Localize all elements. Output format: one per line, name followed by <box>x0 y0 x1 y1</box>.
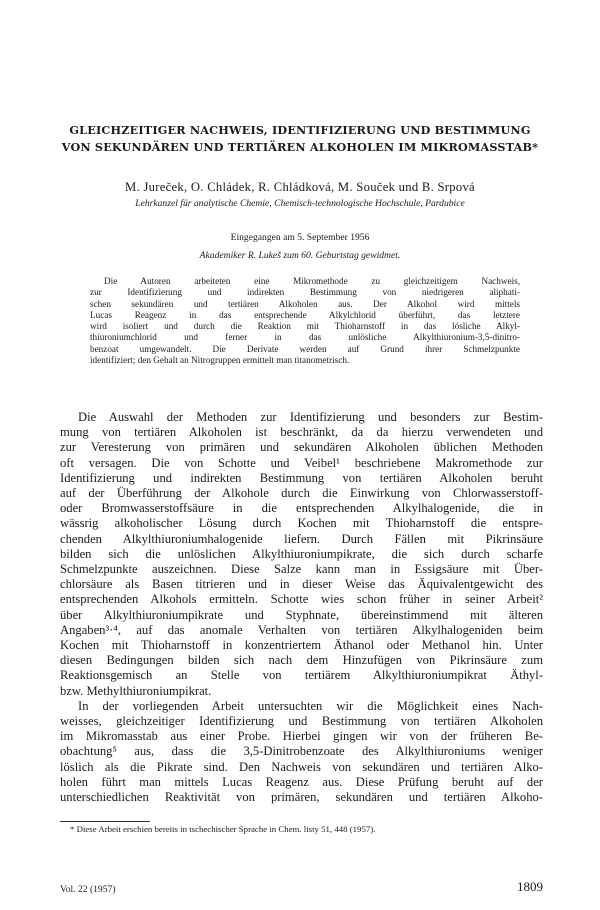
body-text <box>60 410 543 805</box>
body-line: oft versagen. Die von Schotte und Veibel¹ beschriebene Makromethode zur <box>60 455 543 470</box>
body-line: Kochen mit Thioharnstoff in konzentriertem Äthanol oder Methanol hin. Unter <box>60 638 543 653</box>
abstract-line: Lucas Reagenz in das entsprechende Alkylchlorid überführt, das letztere <box>90 309 520 320</box>
abstract <box>90 276 520 366</box>
body-line: Angaben³·⁴, auf das anomale Verhalten von tertiären Alkylhalogeniden beim <box>60 622 543 637</box>
title-line-1: GLEICHZEITIGER NACHWEIS, IDENTIFIZIERUNG UND BESTIMMUNG <box>69 123 531 137</box>
body-line: löslich als die Pikrate sind. Den Nachweis von sekundären und tertiären Alko- <box>60 759 543 774</box>
body-line: obachtung⁵ aus, dass die 3,5-Dinitrobenzoate des Alkylthiuroniums weniger <box>60 744 543 759</box>
author-list: M. Jureček, O. Chládek, R. Chládková, M. Souček und B. Srpová <box>125 180 475 194</box>
body-line: entsprechenden Alkohols ermitteln. Schotte wies schon früher in seiner Arbeit² <box>60 592 543 607</box>
received-date: Eingegangen am 5. September 1956 <box>230 232 370 243</box>
body-line: Die Auswahl der Methoden zur Identifizierung und besonders zur Bestim- <box>78 410 543 424</box>
body-line: auf der Überführung der Alkohole durch die Einwirkung von Chlorwasserstoff- <box>60 486 543 501</box>
affiliation: Lehrkanzel für analytische Chemie, Chemisch-technologische Hochschule, Pardubice <box>135 198 465 209</box>
footnote-divider <box>60 821 150 822</box>
title-line-2: VON SEKUNDÄREN UND TERTIÄREN ALKOHOLEN IM MIKROMASSTAB* <box>61 140 539 154</box>
abstract-line: thiuroniumchlorid und ferner in das unlösliche Alkylthiuronium-3,5-dinitro- <box>90 332 520 343</box>
journal-volume: Vol. 22 (1957) <box>60 884 116 895</box>
abstract-line: identifiziert; den Gehalt an Nitrogruppen ermittelt man titanometrisch. <box>90 355 350 366</box>
body-line: holen führt man mittels Lucas Reagenz aus. Diese Prüfung beruht auf der <box>60 774 543 789</box>
abstract-line: schen sekundären und tertiären Alkoholen aus. Der Alkohol wird mittels <box>90 298 520 309</box>
body-line: mung von tertiären Alkoholen ist beschränkt, da da hierzu verwendeten und <box>60 425 543 440</box>
body-line: unterschiedlichen Reaktivität von primären, sekundären und tertiären Alkoho- <box>60 790 543 805</box>
body-line: zur Veresterung von primären und sekundären Alkoholen üblichen Methoden <box>60 440 543 455</box>
abstract-line: zur Identifizierung und indirekten Bestimmung von niedrigeren aliphati- <box>90 287 520 298</box>
body-line: über Alkylthiuroniumpikrate und Styphnate, übereinstimmend mit älteren <box>60 607 543 622</box>
body-line: im Mikromasstab aus einer Probe. Hierbei gingen wir von der früheren Be- <box>60 729 543 744</box>
body-line: weisses, gleichzeitiger Identifizierung und Bestimmung von tertiären Alkoholen <box>60 714 543 729</box>
body-line: chenden Alkylthiuroniumhalogenide liefern. Durch Fällen mit Pikrinsäure <box>60 531 543 546</box>
body-line: oder Bromwasserstoffsäure in die entsprechenden Alkylhalogenide, die in <box>60 501 543 516</box>
body-line: Identifizierung und indirekten Bestimmung von tertiären Alkoholen beruht <box>60 470 543 485</box>
footnote: * Diese Arbeit erschien bereits in tschechischer Sprache in Chem. listy 51, 448 (1957). <box>70 824 376 834</box>
body-line: bilden sich die unlöslichen Alkylthiuroniumpikrate, die sich durch scharfe <box>60 546 543 561</box>
page-number: 1809 <box>517 879 543 894</box>
body-line: chlorsäure als Basen titrieren und in dieser Weise das Äquivalentgewicht des <box>60 577 543 592</box>
body-line: wässrig alkoholischer Lösung durch Kochen mit Thioharnstoff die entspre- <box>60 516 543 531</box>
body-line: bzw. Methylthiuroniumpikrat. <box>60 683 212 698</box>
abstract-line: wird isoliert und durch die Reaktion mit Thioharnstoff in das lösliche Alkyl- <box>90 321 520 332</box>
abstract-line: Die Autoren arbeiteten eine Mikromethode zu gleichzeitigem Nachweis, <box>104 276 520 286</box>
abstract-line: benzoat umgewandelt. Die Derivate werden auf Grund ihrer Schmelzpunkte <box>90 343 520 354</box>
body-line: diesen Bedingungen bilden sich nach dem Hinzufügen von Pikrinsäure zum <box>60 653 543 668</box>
body-line: In der vorliegenden Arbeit untersuchten wir die Möglichkeit eines Nach- <box>78 698 543 713</box>
article-title <box>30 122 570 156</box>
body-line: Schmelzpunkte auszeichnen. Diese Salze kann man in Essigsäure mit Über- <box>60 562 543 577</box>
body-line: Reaktionsgemisch an Stelle von tertiärem Alkylthiuroniumpikrat Äthyl- <box>60 668 543 683</box>
dedication: Akademiker R. Lukeš zum 60. Geburtstag gewidmet. <box>199 250 401 261</box>
